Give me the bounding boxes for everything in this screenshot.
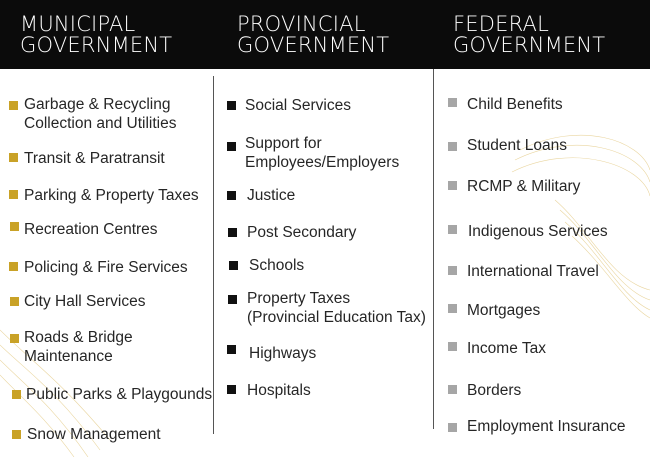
- square-bullet-icon: [448, 98, 457, 107]
- item-label: International Travel: [467, 263, 599, 280]
- federal-title-line2: GOVERNMENT: [453, 33, 606, 57]
- item-label: (Provincial Education Tax): [247, 309, 426, 326]
- municipal-title-line1: MUNICIPAL: [20, 12, 136, 36]
- square-bullet-icon: [12, 430, 21, 439]
- square-bullet-icon: [10, 222, 19, 231]
- item-label: Justice: [247, 187, 296, 204]
- square-bullet-icon: [228, 295, 237, 304]
- provincial-title: [237, 14, 389, 56]
- item-label: Student Loans: [467, 137, 567, 154]
- square-bullet-icon: [448, 342, 457, 351]
- item-label: Property Taxes: [247, 290, 351, 307]
- list-item: [467, 339, 546, 358]
- list-item: [24, 292, 145, 311]
- list-item: [467, 177, 580, 196]
- item-label: Maintenance: [24, 348, 113, 365]
- list-item: [247, 186, 295, 205]
- item-label: Policing & Fire Services: [24, 259, 188, 276]
- item-label: Income Tax: [467, 340, 546, 357]
- list-item: [467, 95, 563, 114]
- item-label: RCMP & Military: [467, 178, 581, 195]
- list-item: [468, 222, 608, 241]
- square-bullet-icon: [9, 190, 18, 199]
- item-label: Social Services: [245, 97, 351, 114]
- square-bullet-icon: [227, 101, 236, 110]
- list-item: [467, 262, 599, 281]
- item-label: Snow Management: [27, 426, 161, 443]
- square-bullet-icon: [227, 385, 236, 394]
- item-label: Borders: [467, 382, 522, 399]
- list-item: [24, 186, 199, 205]
- square-bullet-icon: [10, 297, 19, 306]
- list-item: [467, 381, 521, 400]
- square-bullet-icon: [448, 304, 457, 313]
- square-bullet-icon: [448, 385, 457, 394]
- square-bullet-icon: [229, 261, 238, 270]
- item-label: Schools: [249, 257, 305, 274]
- list-item: [467, 301, 540, 320]
- square-bullet-icon: [10, 334, 19, 343]
- square-bullet-icon: [448, 266, 457, 275]
- item-label: Transit & Paratransit: [24, 150, 165, 167]
- list-item: [467, 136, 567, 155]
- federal-title-line1: FEDERAL: [453, 12, 549, 36]
- item-label: Employees/Employers: [245, 154, 400, 171]
- square-bullet-icon: [448, 423, 457, 432]
- square-bullet-icon: [9, 101, 18, 110]
- column-divider-left: [213, 76, 214, 434]
- provincial-title-line1: PROVINCIAL: [237, 12, 366, 36]
- list-item: [245, 96, 351, 115]
- list-item: [467, 417, 626, 436]
- item-label: Collection and Utilities: [24, 115, 177, 132]
- item-label: Child Benefits: [467, 96, 563, 113]
- column-divider-right: [433, 69, 434, 429]
- item-label: Public Parks & Playgounds: [26, 386, 213, 403]
- square-bullet-icon: [448, 142, 457, 151]
- federal-title: [453, 14, 605, 56]
- square-bullet-icon: [448, 225, 457, 234]
- square-bullet-icon: [227, 345, 236, 354]
- list-item: [249, 256, 304, 275]
- square-bullet-icon: [12, 390, 21, 399]
- item-label: Indigenous Services: [468, 223, 608, 240]
- item-label: Employment Insurance: [467, 418, 626, 435]
- municipal-title-line2: GOVERNMENT: [20, 33, 173, 57]
- item-label: Post Secondary: [247, 224, 357, 241]
- item-label: Garbage & Recycling: [24, 96, 171, 113]
- municipal-title: [20, 14, 172, 56]
- list-item: [247, 289, 426, 327]
- item-label: City Hall Services: [24, 293, 146, 310]
- item-label: Recreation Centres: [24, 221, 158, 238]
- list-item: [249, 344, 316, 363]
- square-bullet-icon: [9, 262, 18, 271]
- list-item: [247, 223, 356, 242]
- list-item: [24, 149, 165, 168]
- provincial-title-line2: GOVERNMENT: [237, 33, 390, 57]
- list-item: [24, 95, 177, 133]
- square-bullet-icon: [227, 191, 236, 200]
- list-item: [26, 385, 212, 404]
- item-label: Mortgages: [467, 302, 541, 319]
- square-bullet-icon: [227, 142, 236, 151]
- item-label: Support for: [245, 135, 322, 152]
- item-label: Hospitals: [247, 382, 311, 399]
- list-item: [247, 381, 311, 400]
- list-item: [24, 220, 158, 239]
- list-item: [27, 425, 161, 444]
- list-item: [245, 134, 399, 172]
- item-label: Roads & Bridge: [24, 329, 133, 346]
- square-bullet-icon: [9, 153, 18, 162]
- item-label: Highways: [249, 345, 317, 362]
- square-bullet-icon: [448, 181, 457, 190]
- item-label: Parking & Property Taxes: [24, 187, 199, 204]
- square-bullet-icon: [228, 228, 237, 237]
- list-item: [24, 258, 188, 277]
- list-item: [24, 328, 133, 366]
